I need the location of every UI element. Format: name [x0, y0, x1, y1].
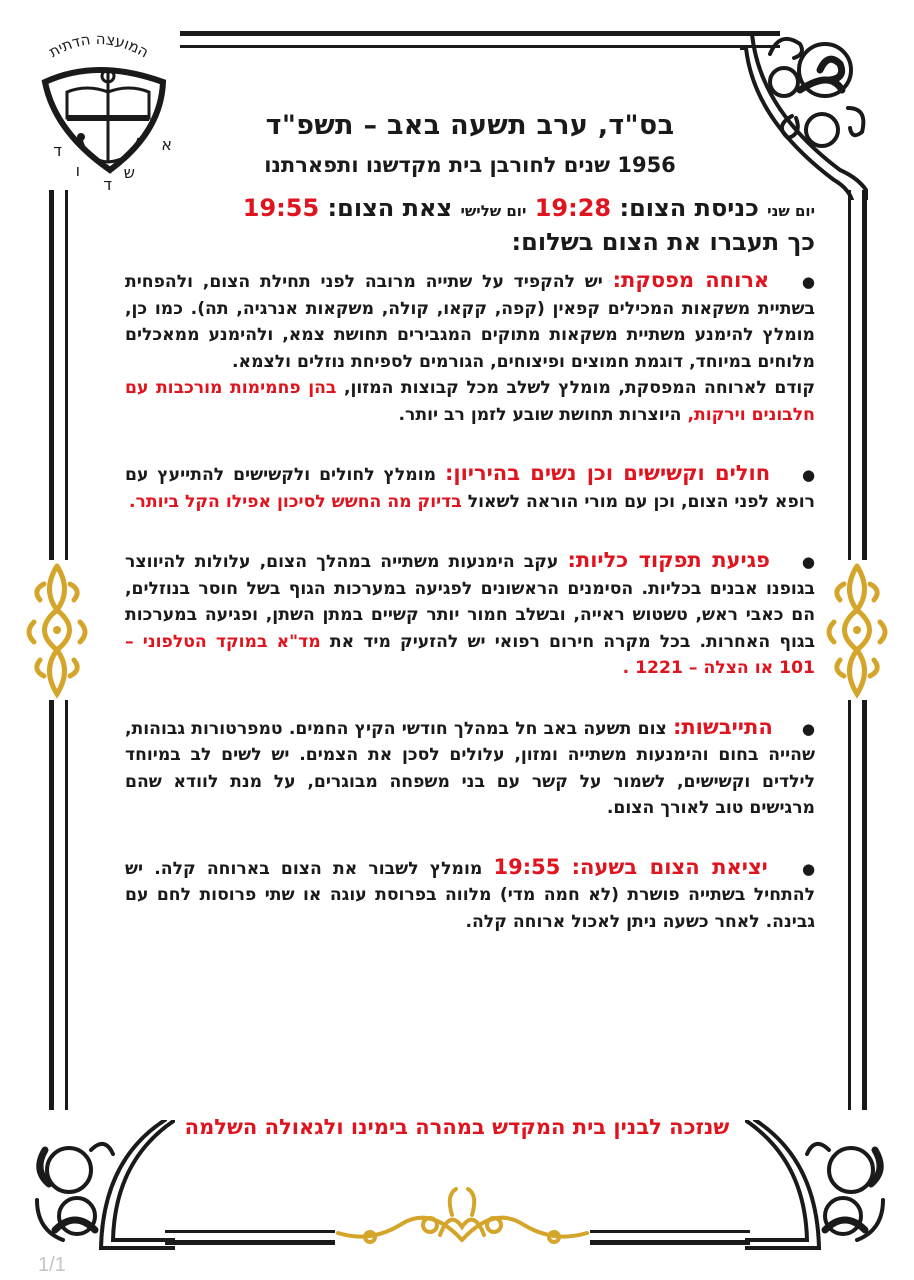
bullet-icon: ● [801, 553, 815, 571]
closing-blessing: שנזכה לבנין בית המקדש במהרה בימינו ולגאולה השלמה [184, 1115, 730, 1139]
frame-left-outer [49, 190, 54, 560]
frame-right-inner-lower [848, 700, 851, 1110]
frame-left-outer-lower [49, 700, 54, 1110]
section-sick-elderly-pregnant [125, 460, 815, 515]
section-text: היוצרות תחושת שובע לזמן רב יותר. [398, 404, 682, 425]
frame-bottom-inner [165, 1230, 335, 1233]
page-subtitle: 1956 שנים לחורבן בית מקדשנו ותפארתנו [264, 153, 676, 177]
section-breaking-fast [125, 854, 815, 936]
bullet-icon: ● [801, 273, 816, 291]
gold-ornament-left-icon [22, 560, 92, 700]
bullet-icon: ● [801, 719, 815, 738]
bullet-icon: ● [801, 859, 816, 878]
logo-letter: ו [75, 161, 80, 180]
end-time: 19:55 [242, 194, 320, 222]
svg-text:המועצה הדתית [46, 30, 152, 62]
frame-left-inner [65, 190, 68, 560]
logo-letter: ש [123, 163, 135, 182]
section-text: מומלץ לחולים ולקשישים להתייעץ עם רופא לפני הצום, וכן עם מורי הוראה לשאול [125, 465, 815, 512]
section-text: מומלץ לשבור את הצום בארוחה קלה. יש להתחיל בשתייה פושרת (לא חמה מדי) מלווה בפרוסת עוגה או שתי פרוסות לחם עם גבינה. לאחר כשעה ניתן לאכול ארוחה קלה. [125, 858, 815, 932]
start-label: כניסת הצום: [619, 194, 759, 222]
bullet-icon: ● [801, 466, 816, 484]
frame-bottom-outer [165, 1240, 335, 1245]
section-heading: פגיעת תפקוד כליות: [567, 548, 770, 572]
intro-line: כך תעברו את הצום בשלום: [511, 228, 815, 256]
logo-letter: ד [53, 141, 62, 160]
section-heading: ארוחה מפסקת: [612, 268, 770, 292]
frame-top-inner [180, 45, 780, 48]
frame-left-inner-lower [65, 700, 68, 1110]
page-counter: 1/1 [38, 1254, 66, 1276]
frame-bottom-outer-right [590, 1240, 750, 1245]
gold-ornament-right-icon [822, 560, 892, 700]
section-dehydration [125, 714, 815, 822]
section-text: יש להקפיד על שתייה מרובה לפני תחילת הצום, ולהפחית בשתיית משקאות המכילים קפאין (קפה, קקאו, קולה, משקאות אנרגיה, תה). כמו כן, מומלץ להימנע משתיית משקאות מתוקים המגבירים תחושת צמא, ולהימנע ממאכלים מלוחים במיוחד, דוגמת חמוצים ופיצוחים, הגורמים לספיחת נוזלים ולצמא. [125, 272, 815, 372]
section-text: צום תשעה באב חל במהלך חודשי הקיץ החמים. טמפרטורות גבוהות, שהייה בחום והימנעות משתייה ומזון, עלולים לסכן את הצמים. יש לשים לב במיוחד לילדים וקשישים, לשמור על קשר עם בני משפחה מבוגרים, על מנת לוודא שהם מרגישים טוב לאורך הצום. [125, 718, 815, 818]
section-highlight: בדיוק מה החשש לסיכון אפילו הקל ביותר. [128, 491, 462, 512]
section-text: עקב הימנעות משתייה במהלך הצום, עלולות להיווצר בגופנו אבנים בכליות. הסימנים הראשונים לפגיעה במערכות הגוף בשל חוסר בנוזלים, הם כאבי ראש, טשטוש ראייה, ובשלב חמור יותר קשיים במתן השתן, ופגיעה במערכות בגוף האחרות. בכל מקרה חירום רפואי יש להזעיק מיד את [125, 552, 816, 652]
section-text: קודם לארוחה המפסקת, מומלץ לשלב מכל קבוצות המזון, [343, 378, 815, 398]
logo-letter: א [161, 135, 172, 154]
emergency-contacts: מד"א במוקד הטלפוני – 101 או הצלה – 1221 . [125, 631, 815, 678]
start-day: יום שני [767, 202, 815, 220]
logo-arc-text: המועצה הדתית [45, 29, 152, 62]
section-heading: חולים וקשישים וכן נשים בהיריון: [444, 461, 771, 485]
end-label: צאת הצום: [327, 194, 453, 222]
logo-letter: ד [103, 175, 112, 194]
section-kidney-function [125, 547, 815, 682]
fast-times [125, 192, 815, 227]
frame-right-outer [862, 190, 867, 560]
frame-top-outer [180, 31, 780, 36]
gold-ornament-bottom-icon [330, 1185, 595, 1250]
end-day: יום שלישי [460, 202, 527, 220]
section-pre-fast-meal [125, 267, 815, 428]
start-time: 19:28 [534, 194, 612, 222]
break-fast-time: 19:55 [493, 854, 561, 879]
section-heading: התייבשות: [672, 714, 773, 739]
document-body [125, 108, 815, 935]
frame-right-inner [848, 190, 851, 560]
frame-right-outer-lower [862, 700, 867, 1110]
section-highlight: בהן פחמימות מורכבות עם חלבונים וירקות, [125, 378, 815, 425]
frame-bottom-inner-right [590, 1230, 750, 1233]
page-title: בס"ד, ערב תשעה באב – תשפ"ד [265, 110, 675, 141]
section-heading: יציאת הצום בשעה: [571, 854, 768, 879]
